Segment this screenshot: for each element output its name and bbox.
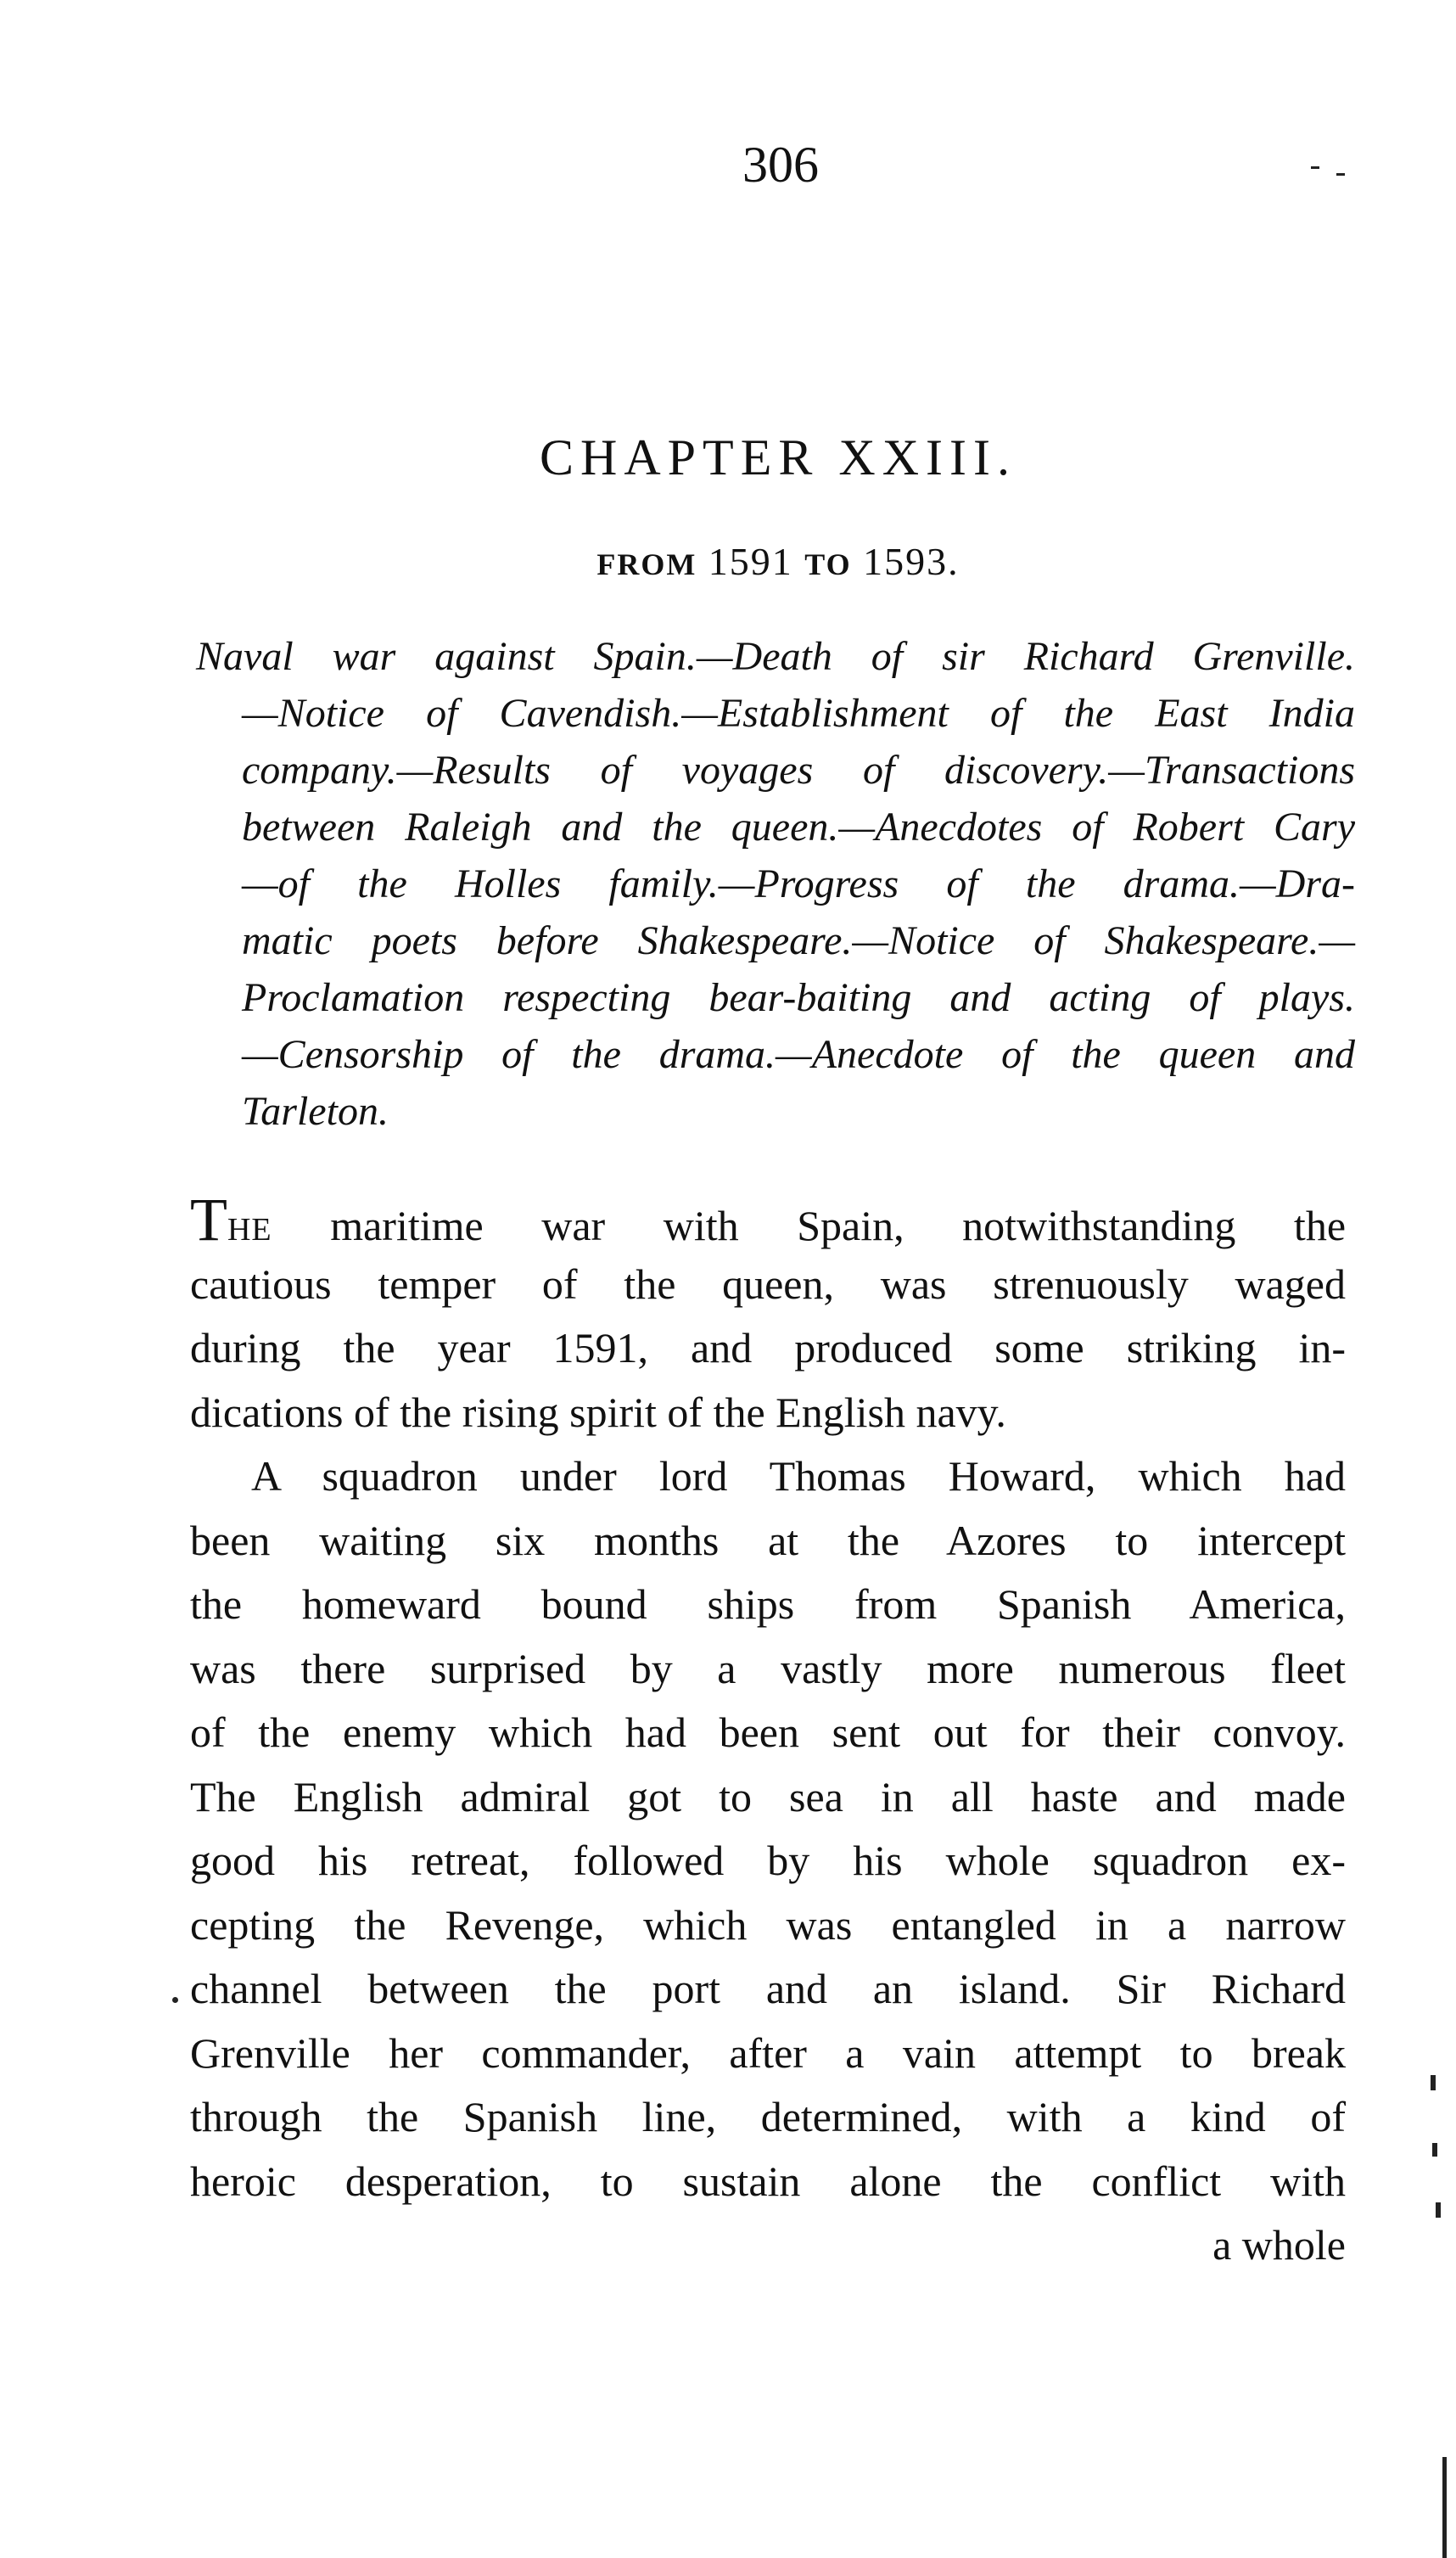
synopsis-line: Proclamation respecting bear-baiting and acting of plays. bbox=[242, 975, 1355, 1020]
synopsis-line: —Notice of Cavendish.—Establishment of the East India bbox=[242, 691, 1355, 736]
scan-mark bbox=[1432, 2143, 1437, 2157]
chapter-title: CHAPTER XXIII. bbox=[540, 429, 1016, 485]
body-line: dications of the rising spirit of the English navy. bbox=[190, 1388, 1006, 1436]
year-end: 1593. bbox=[863, 540, 960, 583]
first-line-rest: maritime war with Spain, notwithstanding the bbox=[330, 1202, 1347, 1249]
dates-from: FROM bbox=[596, 547, 697, 581]
page-edge-line bbox=[1442, 2457, 1447, 2558]
synopsis-line: company.—Results of voyages of discovery.—Transactions bbox=[242, 748, 1355, 793]
body-line: during the year 1591, and produced some striking in- bbox=[190, 1324, 1346, 1372]
chapter-dates bbox=[0, 539, 1456, 584]
body-line: was there surprised by a vastly more numerous fleet bbox=[190, 1644, 1346, 1692]
synopsis-line: Naval war against Spain.—Death of sir Richard Grenville. bbox=[196, 634, 1355, 679]
scan-mark bbox=[1336, 173, 1345, 176]
synopsis-line: Tarleton. bbox=[242, 1089, 389, 1134]
scan-mark bbox=[1431, 2075, 1436, 2090]
first-word-rest: HE bbox=[227, 1212, 272, 1248]
body-line: heroic desperation, to sustain alone the conflict with bbox=[190, 2157, 1346, 2205]
body-line: through the Spanish line, determined, with a kind of bbox=[190, 2093, 1346, 2140]
body-line: Grenville her commander, after a vain attempt to break bbox=[190, 2028, 1346, 2077]
body-line: cepting the Revenge, which was entangled in a narrow bbox=[190, 1900, 1346, 1949]
body-line: A squadron under lord Thomas Howard, which had bbox=[251, 1452, 1346, 1500]
page-number: 306 bbox=[742, 137, 819, 193]
year-start: 1591 bbox=[708, 540, 793, 583]
scan-mark bbox=[1311, 166, 1319, 169]
body-line: been waiting six months at the Azores to intercept bbox=[190, 1516, 1346, 1564]
body-line: channel between the port and an island. Sir Richard bbox=[190, 1965, 1346, 2012]
body-line: The English admiral got to sea in all haste and made bbox=[190, 1772, 1346, 1820]
synopsis-line: —Censorship of the drama.—Anecdote of the queen and bbox=[242, 1032, 1355, 1077]
body-text bbox=[190, 1188, 1346, 2278]
catchword: a whole bbox=[1212, 2221, 1346, 2269]
synopsis-line: matic poets before Shakespeare.—Notice of Shakespeare.— bbox=[242, 918, 1355, 963]
body-line: cautious temper of the queen, was strenuously waged bbox=[190, 1259, 1346, 1308]
body-line-first bbox=[190, 1188, 1346, 1253]
chapter-synopsis bbox=[196, 628, 1355, 1140]
body-line: good his retreat, followed by his whole squadron ex- bbox=[190, 1837, 1346, 1884]
body-line: the homeward bound ships from Spanish America, bbox=[190, 1580, 1346, 1628]
dates-to: TO bbox=[804, 547, 852, 581]
synopsis-line: between Raleigh and the queen.—Anecdotes of Robert Cary bbox=[242, 805, 1355, 850]
synopsis-line: —of the Holles family.—Progress of the drama.—Dra- bbox=[242, 861, 1355, 906]
body-line: of the enemy which had been sent out for their convoy. bbox=[190, 1708, 1346, 1756]
drop-cap: T bbox=[190, 1186, 227, 1254]
scan-mark bbox=[1436, 2202, 1441, 2218]
scan-mark bbox=[172, 1997, 178, 2003]
